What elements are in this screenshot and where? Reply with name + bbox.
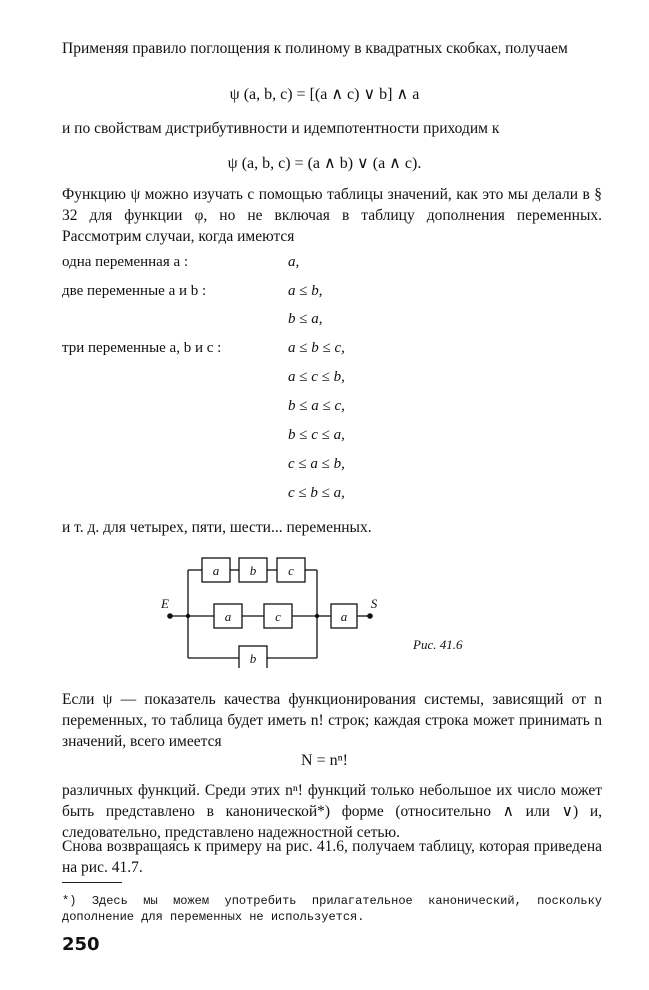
footnote: *) Здесь мы можем употребить прилагательное канонический, поскольку дополнение для переменных не используется.: [62, 894, 602, 924]
block-label: a: [340, 609, 348, 624]
input-label: E: [161, 596, 169, 611]
block-label: a: [212, 563, 220, 578]
output-node: [367, 613, 373, 619]
case-value: c ≤ a ≤ b,: [288, 456, 345, 472]
page-number: 250: [62, 934, 100, 955]
block-label: b: [249, 651, 257, 666]
case-label-one: одна переменная a :: [62, 254, 189, 270]
footnote-rule: [62, 882, 122, 883]
reliability-network-diagram: [150, 548, 390, 668]
case-value: a ≤ c ≤ b,: [288, 369, 345, 385]
paragraph-distributivity: и по свойствам дистрибутивности и идемпотентности приходим к: [62, 120, 500, 137]
paragraph-quality-indicator: Если ψ — показатель качества функционирования системы, зависящий от n переменных, то таблица будет иметь n! строк; каждая строка может принимать n значений, всего имеется: [62, 691, 602, 750]
formula-psi-2: ψ (a, b, c) = (a ∧ b) ∨ (a ∧ c).: [227, 155, 422, 172]
case-value: b ≤ c ≤ a,: [288, 427, 345, 443]
paragraph-return-example: Снова возвращаясь к примеру на рис. 41.6, получаем таблицу, которая приведена на рис. 41.7.: [62, 838, 602, 876]
output-label: S: [370, 596, 378, 611]
case-value: b ≤ a ≤ c,: [288, 398, 345, 414]
case-value: a ≤ b ≤ c,: [288, 340, 345, 356]
case-value: c ≤ b ≤ a,: [288, 485, 345, 501]
paragraph-table-of-values: Функцию ψ можно изучать с помощью таблицы значений, как это мы делали в § 32 для функции φ, но не включая в таблицу дополнения переменных. Рассмотрим случаи, когда имеются: [62, 186, 602, 245]
formula-psi-1: ψ (a, b, c) = [(a ∧ c) ∨ b] ∧ a: [229, 86, 420, 103]
case-value: a ≤ b,: [288, 283, 323, 299]
case-label-three: три переменные a, b и c :: [62, 340, 222, 356]
block-label: a: [224, 609, 232, 624]
formula-count: N = nⁿ!: [301, 752, 348, 769]
paragraph-canonical: различных функций. Среди этих nⁿ! функций только небольшое их число может быть представлено в канонической*) форме (относительно ∧ или ∨) и, следовательно, представлено надежностной сетью.: [62, 782, 602, 841]
case-value: b ≤ a,: [288, 311, 323, 327]
block-label: c: [288, 563, 294, 578]
input-node: [167, 613, 173, 619]
block-label: c: [275, 609, 281, 624]
paragraph-etc: и т. д. для четырех, пяти, шести... переменных.: [62, 519, 372, 536]
paragraph-absorption: Применяя правило поглощения к полиному в квадратных скобках, получаем: [62, 40, 568, 57]
block-label: b: [249, 563, 257, 578]
figure-caption: Рис. 41.6: [413, 637, 463, 652]
case-label-two: две переменные a и b :: [62, 283, 207, 299]
case-value: a,: [288, 254, 300, 270]
